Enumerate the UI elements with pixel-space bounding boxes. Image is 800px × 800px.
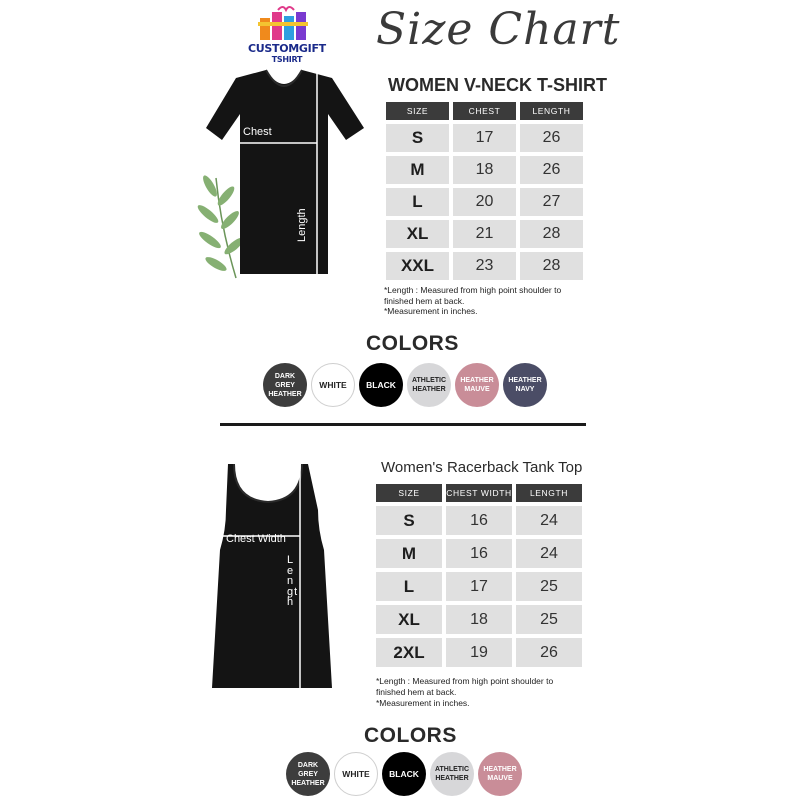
chest-cell: 17: [446, 572, 512, 601]
brand-logo: [238, 6, 348, 68]
gift-box-icon: [238, 6, 348, 46]
size-cell: M: [386, 156, 449, 184]
tank-size-table: [372, 480, 586, 671]
length-cell: 28: [520, 220, 583, 248]
color-swatch-label: ATHLETIC HEATHER: [411, 377, 447, 393]
chest-cell: 20: [453, 188, 516, 216]
tank-measure-note: *Measurement in inches.: [376, 698, 470, 708]
tank-color-swatches: [286, 752, 526, 798]
color-swatch-label: DARK GREY HEATHER: [291, 761, 325, 787]
chest-cell: 21: [453, 220, 516, 248]
color-swatch-dark-grey-heather: [286, 752, 330, 796]
vneck-size-table: [382, 98, 587, 284]
tank-colors-title: COLORS: [364, 724, 457, 747]
length-cell: 25: [516, 605, 582, 634]
table-row: [376, 506, 582, 535]
vneck-shirt-illustration: [196, 68, 376, 288]
table-row: [386, 220, 583, 248]
column-header-length: LENGTH: [516, 484, 582, 502]
column-header-chest: CHEST: [453, 102, 516, 120]
color-swatch-athletic-heather: [430, 752, 474, 796]
chest-cell: 19: [446, 638, 512, 667]
length-cell: 26: [520, 156, 583, 184]
color-swatch-heather-navy: [503, 363, 547, 407]
table-row: [386, 156, 583, 184]
color-swatch-heather-mauve: [478, 752, 522, 796]
table-row: [386, 124, 583, 152]
leaf-sprig-decoration: [196, 174, 246, 278]
chest-cell: 18: [453, 156, 516, 184]
color-swatch-heather-mauve: [455, 363, 499, 407]
color-swatch-label: ATHLETIC HEATHER: [434, 766, 470, 782]
color-swatch-label: DARK GREY HEATHER: [268, 372, 302, 398]
page-title: Size Chart: [376, 4, 621, 55]
size-cell: XL: [376, 605, 442, 634]
size-cell: L: [376, 572, 442, 601]
length-cell: 24: [516, 506, 582, 535]
length-cell: 25: [516, 572, 582, 601]
length-cell: 28: [520, 252, 583, 280]
tank-title: Women's Racerback Tank Top: [381, 459, 583, 476]
color-swatch-label: HEATHER MAUVE: [483, 766, 517, 782]
length-cell: 26: [520, 124, 583, 152]
length-cell: 26: [516, 638, 582, 667]
color-swatch-label: HEATHER MAUVE: [460, 377, 494, 393]
chest-cell: 18: [446, 605, 512, 634]
size-cell: XXL: [386, 252, 449, 280]
column-header-chest-width: CHEST WIDTH: [446, 484, 512, 502]
vneck-colors-title: COLORS: [366, 332, 459, 355]
color-swatch-label: WHITE: [319, 379, 347, 390]
table-header-row: [376, 484, 582, 502]
section-divider: [220, 423, 586, 426]
table-row: [386, 252, 583, 280]
vneck-measure-note: *Measurement in inches.: [384, 306, 478, 316]
color-swatch-white: [311, 363, 355, 407]
table-row: [376, 539, 582, 568]
color-swatch-black: [359, 363, 403, 407]
table-row: [386, 188, 583, 216]
size-cell: M: [376, 539, 442, 568]
column-header-size: SIZE: [386, 102, 449, 120]
chest-cell: 16: [446, 506, 512, 535]
color-swatch-dark-grey-heather: [263, 363, 307, 407]
size-cell: XL: [386, 220, 449, 248]
logo-line2: TSHIRT: [271, 55, 303, 64]
table-row: [376, 572, 582, 601]
size-cell: 2XL: [376, 638, 442, 667]
length-label: Length: [296, 208, 308, 242]
chest-width-label: Chest Width: [226, 533, 286, 545]
tank-length-label: Length: [287, 554, 299, 608]
tank-length-note: *Length : Measured from high point shoulder to finished hem at back.: [376, 676, 554, 697]
color-swatch-label: BLACK: [366, 379, 396, 390]
logo-line1: CUSTOMGIFT: [248, 42, 326, 55]
vneck-length-note: *Length : Measured from high point shoulder to finished hem at back.: [384, 285, 562, 306]
chest-cell: 23: [453, 252, 516, 280]
size-cell: S: [376, 506, 442, 535]
column-header-size: SIZE: [376, 484, 442, 502]
color-swatch-label: WHITE: [342, 768, 370, 779]
table-header-row: [386, 102, 583, 120]
length-cell: 24: [516, 539, 582, 568]
size-cell: S: [386, 124, 449, 152]
column-header-length: LENGTH: [520, 102, 583, 120]
chest-cell: 16: [446, 539, 512, 568]
tank-top-illustration: [204, 460, 344, 692]
logo-wordmark: [248, 42, 326, 64]
length-cell: 27: [520, 188, 583, 216]
table-row: [376, 638, 582, 667]
color-swatch-athletic-heather: [407, 363, 451, 407]
color-swatch-label: HEATHER NAVY: [508, 377, 542, 393]
size-cell: L: [386, 188, 449, 216]
color-swatch-black: [382, 752, 426, 796]
color-swatch-label: BLACK: [389, 768, 419, 779]
color-swatch-white: [334, 752, 378, 796]
chest-cell: 17: [453, 124, 516, 152]
chest-label: Chest: [243, 126, 272, 138]
table-row: [376, 605, 582, 634]
vneck-title: WOMEN V-NECK T-SHIRT: [388, 75, 607, 95]
vneck-color-swatches: [263, 363, 543, 409]
